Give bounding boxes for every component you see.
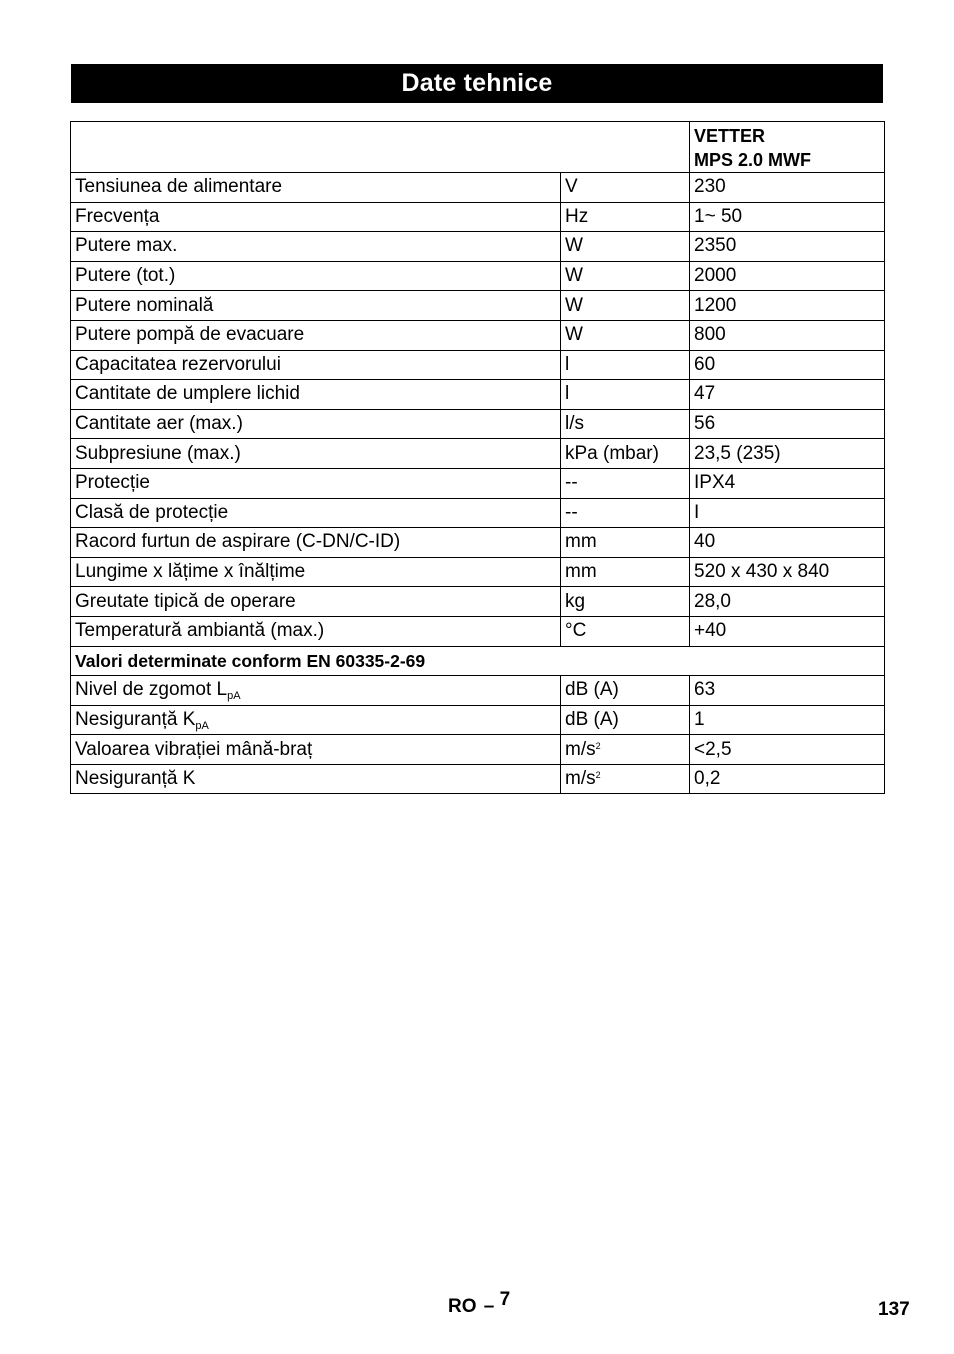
table-header-row [71,122,885,173]
noise-uncertainty-value: 1 [690,705,885,735]
spec-label: Clasă de protecție [71,498,561,528]
noise-level-value: 63 [690,676,885,706]
spec-value: 23,5 (235) [690,439,885,469]
spec-unit: W [561,261,690,291]
spec-unit: mm [561,528,690,558]
vibration-value-unit: $m/s^2$ [561,735,690,765]
section-title: Valori determinate conform EN 60335-2-69 [71,646,885,676]
vibration-uncertainty-value: 0,2 [690,764,885,794]
noise-level-unit: dB (A) [561,676,690,706]
spec-unit: mm [561,557,690,587]
spec-unit: W [561,320,690,350]
footer-section-marker [448,1289,511,1318]
spec-label: Putere pompă de evacuare [71,320,561,350]
spec-value: 800 [690,320,885,350]
spec-label: Temperatură ambiantă (max.) [71,616,561,646]
footer-separator: – [483,1296,495,1317]
table-row [71,468,885,498]
noise-uncertainty-label: Nesiguranță $K_{pA}$ [71,705,561,735]
spec-unit: l [561,350,690,380]
spec-unit: kg [561,587,690,617]
spec-label: Frecvența [71,202,561,232]
table-row [71,587,885,617]
spec-value: IPX4 [690,468,885,498]
spec-label: Putere nominală [71,291,561,321]
table-row [71,409,885,439]
spec-value: 40 [690,528,885,558]
spec-unit: -- [561,468,690,498]
spec-value: 28,0 [690,587,885,617]
table-row [71,350,885,380]
spec-value: 1~ 50 [690,202,885,232]
table-row [71,380,885,410]
spec-label: Racord furtun de aspirare (C-DN/C-ID) [71,528,561,558]
spec-label: Putere max. [71,232,561,262]
spec-value: 56 [690,409,885,439]
spec-value: 1200 [690,291,885,321]
spec-value: I [690,498,885,528]
technical-data-table [70,121,885,794]
model-number: MPS 2.0 MWF [694,150,812,170]
table-row [71,291,885,321]
spec-unit: W [561,291,690,321]
spec-label: Tensiunea de alimentare [71,173,561,203]
spec-value: 2000 [690,261,885,291]
table-row [71,528,885,558]
vibration-value-label: Valoarea vibrației mână-braț [71,735,561,765]
spec-label: Protecție [71,468,561,498]
noise-uncertainty-unit: dB (A) [561,705,690,735]
table-row [71,705,885,735]
spec-unit: l [561,380,690,410]
page-title: Date tehnice [71,64,883,103]
footer-language: RO [448,1296,477,1317]
model-name-cell [690,122,885,173]
vibration-uncertainty-unit: $m/s^2$ [561,764,690,794]
table-row [71,735,885,765]
footer-section-page: 7 [499,1289,511,1310]
spec-value: +40 [690,616,885,646]
table-row [71,676,885,706]
spec-label: Cantitate de umplere lichid [71,380,561,410]
header-empty-cell [71,122,690,173]
spec-label: Subpresiune (max.) [71,439,561,469]
spec-unit: V [561,173,690,203]
table-row [71,202,885,232]
table-row [71,439,885,469]
spec-label: Putere (tot.) [71,261,561,291]
table-row [71,232,885,262]
spec-value: 520 x 430 x 840 [690,557,885,587]
table-row [71,173,885,203]
model-brand: VETTER [694,126,766,146]
noise-level-label: Nivel de zgomot $L_{pA}$ [71,676,561,706]
spec-label: Capacitatea rezervorului [71,350,561,380]
section-header-row [71,646,885,676]
table-row [71,557,885,587]
table-row [71,261,885,291]
table-row [71,616,885,646]
spec-value: 2350 [690,232,885,262]
spec-unit: -- [561,498,690,528]
spec-unit: Hz [561,202,690,232]
spec-label: Cantitate aer (max.) [71,409,561,439]
spec-unit: kPa (mbar) [561,439,690,469]
spec-label: Lungime x lățime x înălțime [71,557,561,587]
spec-value: 60 [690,350,885,380]
spec-unit: °C [561,616,690,646]
spec-value: 230 [690,173,885,203]
spec-label: Greutate tipică de operare [71,587,561,617]
footer-page-number: 137 [878,1299,910,1320]
table-row [71,498,885,528]
spec-unit: W [561,232,690,262]
vibration-uncertainty-label: Nesiguranță K [71,764,561,794]
spec-value: 47 [690,380,885,410]
vibration-value-value: <2,5 [690,735,885,765]
spec-unit: l/s [561,409,690,439]
table-row [71,764,885,794]
table-row [71,320,885,350]
